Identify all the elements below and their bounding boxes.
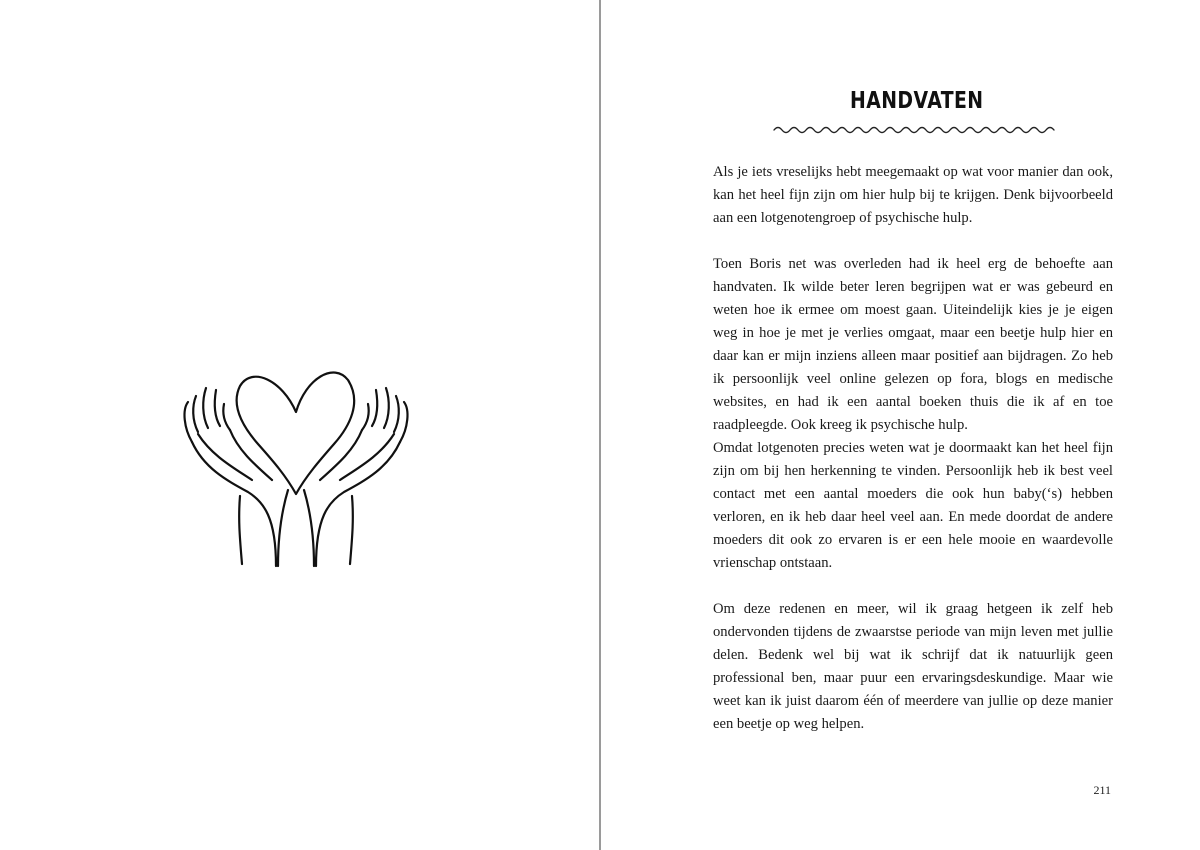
chapter-title: HANDVATEN xyxy=(850,88,984,114)
left-page xyxy=(0,0,599,850)
body-text xyxy=(713,161,1113,736)
paragraph: Toen Boris net was overleden had ik heel erg de behoefte aan handvaten. Ik wilde beter leren begrijpen wat er was gebeurd en weten hoe ik ermee om moest gaan. Uiteindelijk kies je je eigen weg in hoe je met je verlies omgaat, maar een beetje hulp hier en daar kan er mijn inziens alleen maar positief aan bijdragen. Zo heb ik persoonlijk veel online gelezen op fora, blogs en medische websites, en had ik een aantal boeken thuis die ik af en toe raadpleegde. Ook kreeg ik psychische hulp. xyxy=(713,256,1113,433)
wavy-divider-icon xyxy=(772,122,1057,136)
paragraph: Omdat lotgenoten precies weten wat je doormaakt kan het heel fijn zijn om bij hen herkenning te vinden. Persoonlijk heb ik best veel contact met een aantal moeders die ook hun baby(‘s) hebben verloren, en ik heb daar heel veel aan. En mede doordat de andere moeders dit ook zo ervaren is er een hele mooie en waardevolle vrienschap ontstaan. xyxy=(713,440,1113,571)
paragraph: Als je iets vreselijks hebt meegemaakt op wat voor manier dan ook, kan het heel fijn zijn om hier hulp bij te krijgen. Denk bijvoorbeeld aan een lotgenotengroep of psychische hulp. xyxy=(713,164,1113,226)
right-page xyxy=(601,0,1200,850)
page-number: 211 xyxy=(1093,783,1111,797)
paragraph: Om deze redenen en meer, wil ik graag hetgeen ik zelf heb ondervonden tijdens de zwaarstse periode van mijn leven met jullie delen. Bedenk wel bij wat ik schrijf dat ik natuurlijk geen professional ben, maar puur een ervaringsdeskundige. Maar wie weet kan ik juist daarom één of meerdere van jullie op deze manier een beetje op weg helpen. xyxy=(713,601,1113,732)
hands-holding-heart-icon xyxy=(178,360,414,570)
